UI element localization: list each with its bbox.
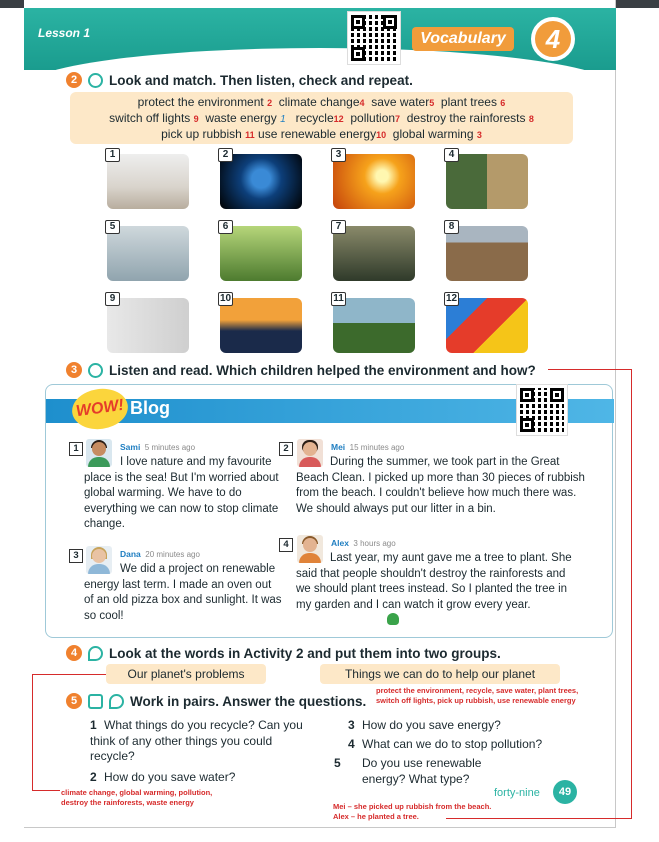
picture-number: 10 (219, 293, 232, 304)
post-number: 2 (279, 442, 293, 456)
picture-number: 8 (444, 220, 459, 234)
picture-2 (220, 154, 302, 209)
picture-number: 4 (444, 148, 459, 162)
word: climate change (278, 95, 360, 109)
post-number: 1 (69, 442, 83, 456)
question-text: How do you save water? (104, 770, 236, 784)
group-help: Things we can do to help our planet (320, 664, 560, 684)
lightbulb-icon (88, 646, 103, 661)
word-answer: 1 (280, 113, 286, 125)
post-text: During the summer, we took part in the Great Beach Clean. I picked up more than 30 pieces of rubbish from the beach. I couldn't believe how much there was. We should always put our litter in a bin. (296, 456, 585, 515)
word: plant trees (440, 95, 497, 109)
picture-12 (446, 298, 528, 353)
answer-connector (631, 369, 632, 819)
picture-number: 3 (331, 148, 346, 162)
task-number: 5 (66, 693, 82, 709)
post-time: 3 hours ago (353, 539, 396, 548)
post-text: We did a project on renewable energy last term. I made an oven out of an old pizza box and sunlight. It was so cool! (84, 563, 282, 622)
picture-11 (333, 298, 415, 353)
post-author[interactable]: Mei (331, 442, 346, 452)
task2-heading (66, 72, 413, 88)
word-answer: 5 (429, 98, 435, 108)
post-number: 3 (69, 549, 83, 563)
post-text: Last year, my aunt gave me a tree to plant. She said that people shouldn't destroy the rainforests and we should plant trees instead. So I planted the tree in my garden and I can watch it grow every year. (296, 552, 572, 611)
word: global warming (392, 127, 474, 141)
picture-number: 2 (218, 148, 233, 162)
picture-number: 1 (105, 148, 120, 162)
page-number: 49 (553, 780, 577, 804)
picture-number: 6 (218, 220, 233, 234)
word: protect the environment (137, 95, 264, 109)
picture-4 (446, 154, 528, 209)
question-number: 1 (90, 718, 97, 732)
post-meta (331, 440, 404, 456)
task3-heading (66, 362, 536, 378)
task4-instruction: Look at the words in Activity 2 and put them into two groups. (109, 645, 501, 661)
post-time: 20 minutes ago (145, 550, 200, 559)
task-number: 4 (66, 645, 82, 661)
wow-badge: WOW! (69, 385, 130, 432)
word-answer: 4 (359, 98, 365, 108)
answer-connector (32, 674, 33, 791)
task5-instruction: Work in pairs. Answer the questions. (130, 693, 367, 709)
word: save water (371, 95, 430, 109)
word: switch off lights (109, 110, 191, 125)
task-number: 2 (66, 72, 82, 88)
word: waste energy (205, 110, 277, 125)
lesson-label: Lesson 1 (38, 26, 91, 40)
picture-7 (333, 226, 415, 281)
picture-1 (107, 154, 189, 209)
post-author[interactable]: Alex (331, 538, 349, 548)
question-number: 3 (348, 718, 355, 732)
question-text: What things do you recycle? Can you think of any other things you could recycle? (90, 718, 303, 763)
qr-code-icon[interactable] (517, 385, 567, 435)
word-answer: 7 (395, 113, 401, 124)
task4-heading (66, 645, 501, 661)
question-number: 5 (334, 756, 341, 770)
picture-number: 11 (331, 292, 346, 306)
vocabulary-title: Vocabulary (412, 27, 514, 51)
picture-8 (446, 226, 528, 281)
question-text: How do you save energy? (362, 718, 501, 732)
page-word: forty-nine (494, 787, 540, 799)
speech-bubble-icon (109, 694, 124, 709)
audio-icon[interactable] (88, 73, 103, 88)
task3-instruction: Listen and read. Which children helped the environment and how? (109, 362, 536, 378)
word-answer: 11 (245, 130, 255, 140)
word-answer: 9 (193, 113, 199, 124)
question-2 (90, 770, 320, 786)
picture-5 (107, 226, 189, 281)
word: destroy the rainforests (406, 110, 526, 125)
post-time: 15 minutes ago (349, 443, 405, 452)
word-answer: 12 (333, 113, 344, 124)
post-text: I love nature and my favourite place is the sea! But I'm worried about global warming. We have to do everything we can now to stop climate change. (84, 456, 279, 530)
word-answer: 8 (528, 113, 534, 124)
unit-number-badge: 4 (531, 17, 575, 61)
picture-number: 7 (331, 220, 346, 234)
answer-help-planet: protect the environment, recycle, save water, plant trees, switch off lights, pick up rubbish, use renewable energy (376, 686, 579, 705)
picture-9 (107, 298, 189, 353)
picture-3 (333, 154, 415, 209)
question-5 (334, 756, 498, 787)
question-4 (348, 737, 578, 753)
word: pollution (350, 110, 396, 125)
word-answer: 6 (500, 98, 506, 108)
task5-heading (66, 693, 366, 709)
word-answer: 3 (476, 130, 482, 140)
answer-blog-1: Mei – she picked up rubbish from the beach. (333, 802, 492, 811)
answer-connector (446, 818, 632, 819)
pair-work-icon (88, 694, 103, 709)
audio-icon[interactable] (88, 363, 103, 378)
question-text: Do you use renewable energy? What type? (362, 756, 482, 786)
word: pick up rubbish (161, 127, 242, 141)
blog-title: Blog (130, 398, 170, 418)
answer-blog-2: Alex – he planted a tree. (333, 812, 419, 821)
post-meta (120, 440, 195, 456)
question-text: What can we do to stop pollution? (362, 737, 543, 751)
word: recycle (295, 110, 334, 125)
answer-connector (548, 369, 632, 370)
post-time: 5 minutes ago (144, 443, 196, 452)
picture-10 (220, 298, 302, 353)
post-author[interactable]: Dana (120, 549, 141, 559)
question-number: 2 (90, 770, 97, 784)
post-meta (120, 547, 200, 563)
group-problems: Our planet's problems (106, 664, 266, 684)
answer-connector (32, 790, 60, 791)
picture-6 (220, 226, 302, 281)
picture-number: 5 (105, 220, 120, 234)
blog-panel (45, 384, 613, 638)
qr-code-icon[interactable] (348, 12, 400, 64)
header-banner (24, 8, 616, 70)
post-number: 4 (279, 538, 293, 552)
word: use renewable energy (258, 127, 377, 141)
post-author[interactable]: Sami (120, 442, 141, 452)
word-box (70, 92, 573, 144)
answer-problems: climate change, global warming, pollution, destroy the rainforests, waste energy (61, 788, 213, 807)
post-meta (331, 536, 396, 552)
picture-number: 9 (105, 292, 120, 306)
word-answer: 10 (376, 130, 387, 140)
answer-connector (32, 674, 106, 675)
tree-icon (387, 613, 399, 625)
task-number: 3 (66, 362, 82, 378)
picture-number: 12 (445, 293, 458, 304)
question-number: 4 (348, 737, 355, 751)
question-1 (90, 718, 320, 765)
task2-instruction: Look and match. Then listen, check and repeat. (109, 72, 413, 88)
question-3 (348, 718, 578, 734)
word-answer: 2 (267, 98, 273, 108)
